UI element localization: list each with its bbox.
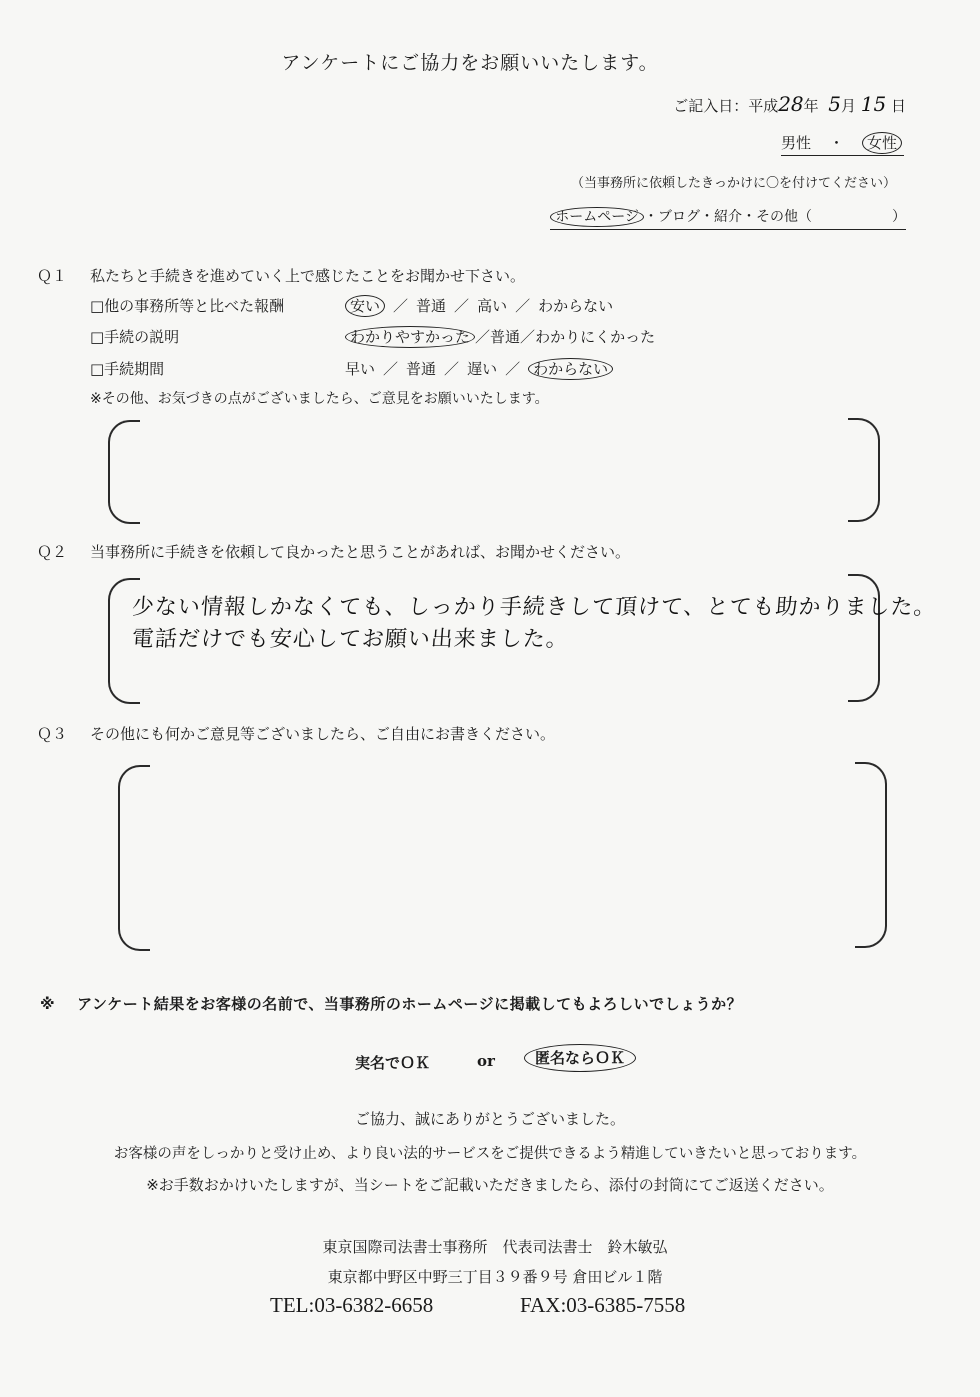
fee-option-cheap[interactable]: 安い	[345, 295, 385, 317]
date-year[interactable]: 28	[778, 92, 804, 116]
q1-row-fee-options: 安い ／ 普通 ／ 高い ／ わからない	[345, 295, 613, 316]
q1-question: 私たちと手続きを進めていく上で感じたことをお聞かせ下さい。	[90, 267, 526, 285]
explanation-option-unclear[interactable]: わかりにくかった	[535, 328, 656, 346]
publish-question-text: アンケート結果をお客様の名前で、当事務所のホームページに掲載してもよろしいでしょうか？	[77, 995, 743, 1013]
q1-row-period-options: 早い ／ 普通 ／ 遅い ／ わからない	[345, 358, 613, 379]
gender-male-option[interactable]: 男性	[780, 134, 811, 152]
q1-row-explanation-label: □手続の説明	[90, 328, 180, 346]
office-name: 東京国際司法書士事務所 代表司法書士 鈴木敏弘	[322, 1238, 668, 1256]
page-title: アンケートにご協力をお願いいたします。	[281, 52, 659, 74]
q1-answer-area[interactable]	[140, 420, 846, 520]
gender-female-option[interactable]: 女性	[862, 132, 902, 154]
source-separator: ・	[742, 209, 756, 225]
publish-option-real-name[interactable]: 実名でＯＫ	[355, 1054, 431, 1072]
closing-thanks: ご協力、誠にありがとうございました。	[354, 1110, 625, 1128]
source-separator: ・	[700, 209, 714, 225]
date-label: ご記入日：平成	[673, 97, 779, 115]
source-closing-paren: ）	[892, 209, 906, 225]
publish-or: or	[477, 1052, 495, 1070]
source-selector	[550, 206, 906, 230]
q1-row-period-label: □手続期間	[90, 360, 165, 378]
period-option-normal[interactable]: 普通	[406, 360, 437, 378]
q3-answer-area[interactable]	[150, 765, 850, 947]
source-option-blog[interactable]: ブログ	[658, 209, 700, 225]
q3-question: その他にも何かご意見等ございましたら、ご自由にお書きください。	[90, 725, 556, 743]
publish-mark: ※	[40, 995, 56, 1013]
q1-answer-bracket-left	[108, 420, 140, 524]
closing-return-note: ※お手数おかけいたしますが、当シートをご記載いただきましたら、添付の封筒にてご返送ください。	[146, 1176, 834, 1194]
q2-answer-line1: 少ない情報しかなくても、しっかり手続きして頂けて、とても助かりました。	[130, 595, 938, 620]
fee-option-high[interactable]: 高い	[477, 297, 508, 315]
q1-row-fee-label: □他の事務所等と比べた報酬	[90, 297, 285, 315]
gender-separator: ・	[828, 134, 844, 152]
publish-option-anonymous[interactable]	[524, 1047, 636, 1068]
publish-option-anonymous-label: 匿名ならＯＫ	[524, 1044, 636, 1072]
publish-question	[40, 993, 742, 1014]
q3-answer-bracket-right	[855, 762, 887, 948]
q3-number: Ｑ３	[37, 725, 68, 743]
q1-row-explanation-options: わかりやすかった ／普通／わかりにくかった	[345, 326, 655, 347]
period-option-slow[interactable]: 遅い	[467, 360, 498, 378]
office-address: 東京都中野区中野三丁目３９番９号 倉田ビル１階	[327, 1268, 663, 1286]
fee-option-unknown[interactable]: わからない	[538, 297, 614, 315]
source-option-homepage[interactable]: ホームページ	[550, 207, 644, 227]
explanation-option-normal[interactable]: 普通	[490, 328, 521, 346]
source-option-referral[interactable]: 紹介	[714, 209, 742, 225]
q2-answer-line2: 電話だけでも安心してお願い出来ました。	[130, 627, 570, 652]
source-separator: ・	[644, 209, 658, 225]
q1-note: ※その他、お気づきの点がございましたら、ご意見をお願いいたします。	[90, 391, 549, 407]
q1-number: Ｑ１	[37, 267, 68, 285]
period-option-fast[interactable]: 早い	[345, 360, 376, 378]
q3-answer-bracket-left	[118, 765, 150, 951]
q2-number: Ｑ２	[37, 543, 68, 561]
date-day[interactable]: 15	[860, 92, 887, 116]
source-option-other[interactable]: その他（	[756, 209, 812, 225]
office-fax: FAX:03-6385-7558	[520, 1293, 686, 1317]
q2-question: 当事務所に手続きを依頼して良かったと思うことがあれば、お聞かせください。	[90, 543, 631, 561]
date-month-unit: 月	[840, 97, 856, 115]
fee-option-normal[interactable]: 普通	[416, 297, 447, 315]
source-instruction: （当事務所に依頼したきっかけに〇を付けてください）	[570, 176, 896, 191]
closing-commitment: お客様の声をしっかりと受け止め、より良い法的サービスをご提供できるよう精進していきたいと思っております。	[113, 1146, 867, 1162]
date-day-unit: 日	[890, 97, 906, 115]
date-month[interactable]: 5	[828, 92, 841, 116]
period-option-unknown[interactable]: わからない	[528, 358, 613, 380]
q1-answer-bracket-right	[848, 418, 880, 522]
explanation-option-clear[interactable]: わかりやすかった	[345, 326, 475, 348]
entry-date	[673, 92, 906, 116]
office-tel: TEL:03-6382-6658	[270, 1293, 434, 1317]
date-year-unit: 年	[803, 97, 819, 115]
gender-selector	[781, 132, 904, 156]
